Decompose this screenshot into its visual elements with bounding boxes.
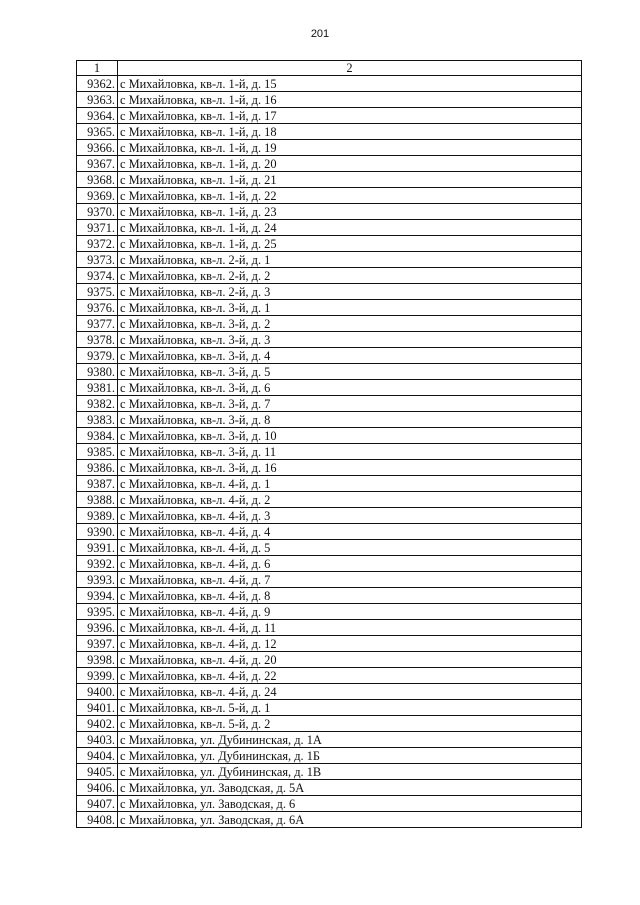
table-row bbox=[77, 332, 582, 348]
row-number: 9403. bbox=[77, 732, 118, 748]
table-row bbox=[77, 108, 582, 124]
table-row bbox=[77, 588, 582, 604]
column-header-1: 1 bbox=[77, 61, 118, 76]
row-address: с Михайловка, кв-л. 4-й, д. 6 bbox=[118, 556, 582, 572]
table-row bbox=[77, 204, 582, 220]
row-address: с Михайловка, кв-л. 3-й, д. 11 bbox=[118, 444, 582, 460]
table-row bbox=[77, 156, 582, 172]
row-number: 9398. bbox=[77, 652, 118, 668]
row-address: с Михайловка, кв-л. 5-й, д. 1 bbox=[118, 700, 582, 716]
row-number: 9392. bbox=[77, 556, 118, 572]
row-number: 9401. bbox=[77, 700, 118, 716]
row-address: с Михайловка, кв-л. 1-й, д. 22 bbox=[118, 188, 582, 204]
row-address: с Михайловка, кв-л. 4-й, д. 8 bbox=[118, 588, 582, 604]
table-row bbox=[77, 684, 582, 700]
table-row bbox=[77, 476, 582, 492]
row-address: с Михайловка, кв-л. 1-й, д. 23 bbox=[118, 204, 582, 220]
table-row bbox=[77, 76, 582, 92]
table-row bbox=[77, 92, 582, 108]
row-address: с Михайловка, кв-л. 1-й, д. 15 bbox=[118, 76, 582, 92]
table-row bbox=[77, 604, 582, 620]
row-number: 9377. bbox=[77, 316, 118, 332]
row-number: 9380. bbox=[77, 364, 118, 380]
row-number: 9397. bbox=[77, 636, 118, 652]
table-row bbox=[77, 508, 582, 524]
table-row bbox=[77, 556, 582, 572]
row-number: 9402. bbox=[77, 716, 118, 732]
row-address: с Михайловка, кв-л. 1-й, д. 24 bbox=[118, 220, 582, 236]
row-number: 9384. bbox=[77, 428, 118, 444]
row-number: 9394. bbox=[77, 588, 118, 604]
row-number: 9389. bbox=[77, 508, 118, 524]
row-address: с Михайловка, кв-л. 1-й, д. 25 bbox=[118, 236, 582, 252]
row-address: с Михайловка, кв-л. 5-й, д. 2 bbox=[118, 716, 582, 732]
table-row bbox=[77, 444, 582, 460]
row-address: с Михайловка, ул. Заводская, д. 6 bbox=[118, 796, 582, 812]
row-number: 9404. bbox=[77, 748, 118, 764]
row-address: с Михайловка, кв-л. 4-й, д. 24 bbox=[118, 684, 582, 700]
row-number: 9405. bbox=[77, 764, 118, 780]
row-number: 9383. bbox=[77, 412, 118, 428]
table-row bbox=[77, 268, 582, 284]
table-row bbox=[77, 412, 582, 428]
table-row bbox=[77, 524, 582, 540]
row-number: 9365. bbox=[77, 124, 118, 140]
row-address: с Михайловка, ул. Дубининская, д. 1А bbox=[118, 732, 582, 748]
table-row bbox=[77, 188, 582, 204]
table-row bbox=[77, 572, 582, 588]
table-row bbox=[77, 796, 582, 812]
row-address: с Михайловка, кв-л. 3-й, д. 10 bbox=[118, 428, 582, 444]
row-number: 9390. bbox=[77, 524, 118, 540]
table-row bbox=[77, 396, 582, 412]
row-number: 9387. bbox=[77, 476, 118, 492]
row-number: 9370. bbox=[77, 204, 118, 220]
row-address: с Михайловка, кв-л. 1-й, д. 18 bbox=[118, 124, 582, 140]
row-number: 9396. bbox=[77, 620, 118, 636]
table-row bbox=[77, 460, 582, 476]
table-row bbox=[77, 780, 582, 796]
row-address: с Михайловка, кв-л. 3-й, д. 16 bbox=[118, 460, 582, 476]
row-address: с Михайловка, кв-л. 4-й, д. 2 bbox=[118, 492, 582, 508]
table-row bbox=[77, 284, 582, 300]
table-row bbox=[77, 716, 582, 732]
table-row bbox=[77, 812, 582, 828]
row-number: 9406. bbox=[77, 780, 118, 796]
table-row bbox=[77, 364, 582, 380]
row-number: 9374. bbox=[77, 268, 118, 284]
row-number: 9381. bbox=[77, 380, 118, 396]
row-address: с Михайловка, кв-л. 2-й, д. 2 bbox=[118, 268, 582, 284]
row-number: 9388. bbox=[77, 492, 118, 508]
row-number: 9391. bbox=[77, 540, 118, 556]
row-number: 9362. bbox=[77, 76, 118, 92]
table-row bbox=[77, 172, 582, 188]
row-number: 9366. bbox=[77, 140, 118, 156]
row-number: 9395. bbox=[77, 604, 118, 620]
table-row bbox=[77, 540, 582, 556]
row-address: с Михайловка, кв-л. 4-й, д. 20 bbox=[118, 652, 582, 668]
row-number: 9372. bbox=[77, 236, 118, 252]
row-number: 9371. bbox=[77, 220, 118, 236]
row-address: с Михайловка, кв-л. 3-й, д. 1 bbox=[118, 300, 582, 316]
row-number: 9373. bbox=[77, 252, 118, 268]
row-address: с Михайловка, кв-л. 4-й, д. 7 bbox=[118, 572, 582, 588]
column-header-2: 2 bbox=[118, 61, 582, 76]
row-address: с Михайловка, кв-л. 4-й, д. 5 bbox=[118, 540, 582, 556]
row-address: с Михайловка, кв-л. 2-й, д. 1 bbox=[118, 252, 582, 268]
page-number: 201 bbox=[310, 28, 330, 40]
row-number: 9399. bbox=[77, 668, 118, 684]
row-number: 9386. bbox=[77, 460, 118, 476]
table-row bbox=[77, 748, 582, 764]
table-row bbox=[77, 252, 582, 268]
header-row bbox=[77, 61, 582, 76]
address-table bbox=[76, 60, 582, 828]
table-row bbox=[77, 300, 582, 316]
row-address: с Михайловка, кв-л. 4-й, д. 9 bbox=[118, 604, 582, 620]
table-row bbox=[77, 636, 582, 652]
row-address: с Михайловка, ул. Заводская, д. 6А bbox=[118, 812, 582, 828]
row-address: с Михайловка, кв-л. 3-й, д. 2 bbox=[118, 316, 582, 332]
table-row bbox=[77, 348, 582, 364]
row-number: 9385. bbox=[77, 444, 118, 460]
table-row bbox=[77, 140, 582, 156]
row-address: с Михайловка, кв-л. 1-й, д. 20 bbox=[118, 156, 582, 172]
table-body bbox=[77, 76, 582, 828]
row-address: с Михайловка, кв-л. 3-й, д. 7 bbox=[118, 396, 582, 412]
table-header bbox=[77, 61, 582, 76]
row-number: 9382. bbox=[77, 396, 118, 412]
row-number: 9364. bbox=[77, 108, 118, 124]
row-address: с Михайловка, кв-л. 4-й, д. 22 bbox=[118, 668, 582, 684]
row-number: 9376. bbox=[77, 300, 118, 316]
table-row bbox=[77, 492, 582, 508]
row-address: с Михайловка, кв-л. 3-й, д. 6 bbox=[118, 380, 582, 396]
table-row bbox=[77, 316, 582, 332]
table-row bbox=[77, 620, 582, 636]
row-address: с Михайловка, кв-л. 1-й, д. 19 bbox=[118, 140, 582, 156]
row-address: с Михайловка, кв-л. 1-й, д. 17 bbox=[118, 108, 582, 124]
table-row bbox=[77, 380, 582, 396]
row-address: с Михайловка, кв-л. 1-й, д. 16 bbox=[118, 92, 582, 108]
row-number: 9369. bbox=[77, 188, 118, 204]
table-row bbox=[77, 124, 582, 140]
row-number: 9407. bbox=[77, 796, 118, 812]
row-address: с Михайловка, кв-л. 4-й, д. 12 bbox=[118, 636, 582, 652]
row-address: с Михайловка, кв-л. 4-й, д. 11 bbox=[118, 620, 582, 636]
row-address: с Михайловка, кв-л. 4-й, д. 4 bbox=[118, 524, 582, 540]
row-address: с Михайловка, кв-л. 1-й, д. 21 bbox=[118, 172, 582, 188]
row-address: с Михайловка, ул. Дубининская, д. 1В bbox=[118, 764, 582, 780]
row-number: 9379. bbox=[77, 348, 118, 364]
row-address: с Михайловка, ул. Заводская, д. 5А bbox=[118, 780, 582, 796]
table-row bbox=[77, 220, 582, 236]
row-number: 9375. bbox=[77, 284, 118, 300]
row-number: 9363. bbox=[77, 92, 118, 108]
table-row bbox=[77, 668, 582, 684]
row-address: с Михайловка, кв-л. 3-й, д. 8 bbox=[118, 412, 582, 428]
row-number: 9408. bbox=[77, 812, 118, 828]
table-row bbox=[77, 236, 582, 252]
row-number: 9400. bbox=[77, 684, 118, 700]
table-row bbox=[77, 732, 582, 748]
table-row bbox=[77, 700, 582, 716]
row-number: 9393. bbox=[77, 572, 118, 588]
row-address: с Михайловка, кв-л. 3-й, д. 3 bbox=[118, 332, 582, 348]
row-number: 9368. bbox=[77, 172, 118, 188]
table-row bbox=[77, 764, 582, 780]
table-row bbox=[77, 428, 582, 444]
row-address: с Михайловка, кв-л. 4-й, д. 3 bbox=[118, 508, 582, 524]
row-number: 9367. bbox=[77, 156, 118, 172]
row-address: с Михайловка, ул. Дубининская, д. 1Б bbox=[118, 748, 582, 764]
row-address: с Михайловка, кв-л. 4-й, д. 1 bbox=[118, 476, 582, 492]
row-address: с Михайловка, кв-л. 2-й, д. 3 bbox=[118, 284, 582, 300]
row-address: с Михайловка, кв-л. 3-й, д. 4 bbox=[118, 348, 582, 364]
row-address: с Михайловка, кв-л. 3-й, д. 5 bbox=[118, 364, 582, 380]
table-row bbox=[77, 652, 582, 668]
row-number: 9378. bbox=[77, 332, 118, 348]
